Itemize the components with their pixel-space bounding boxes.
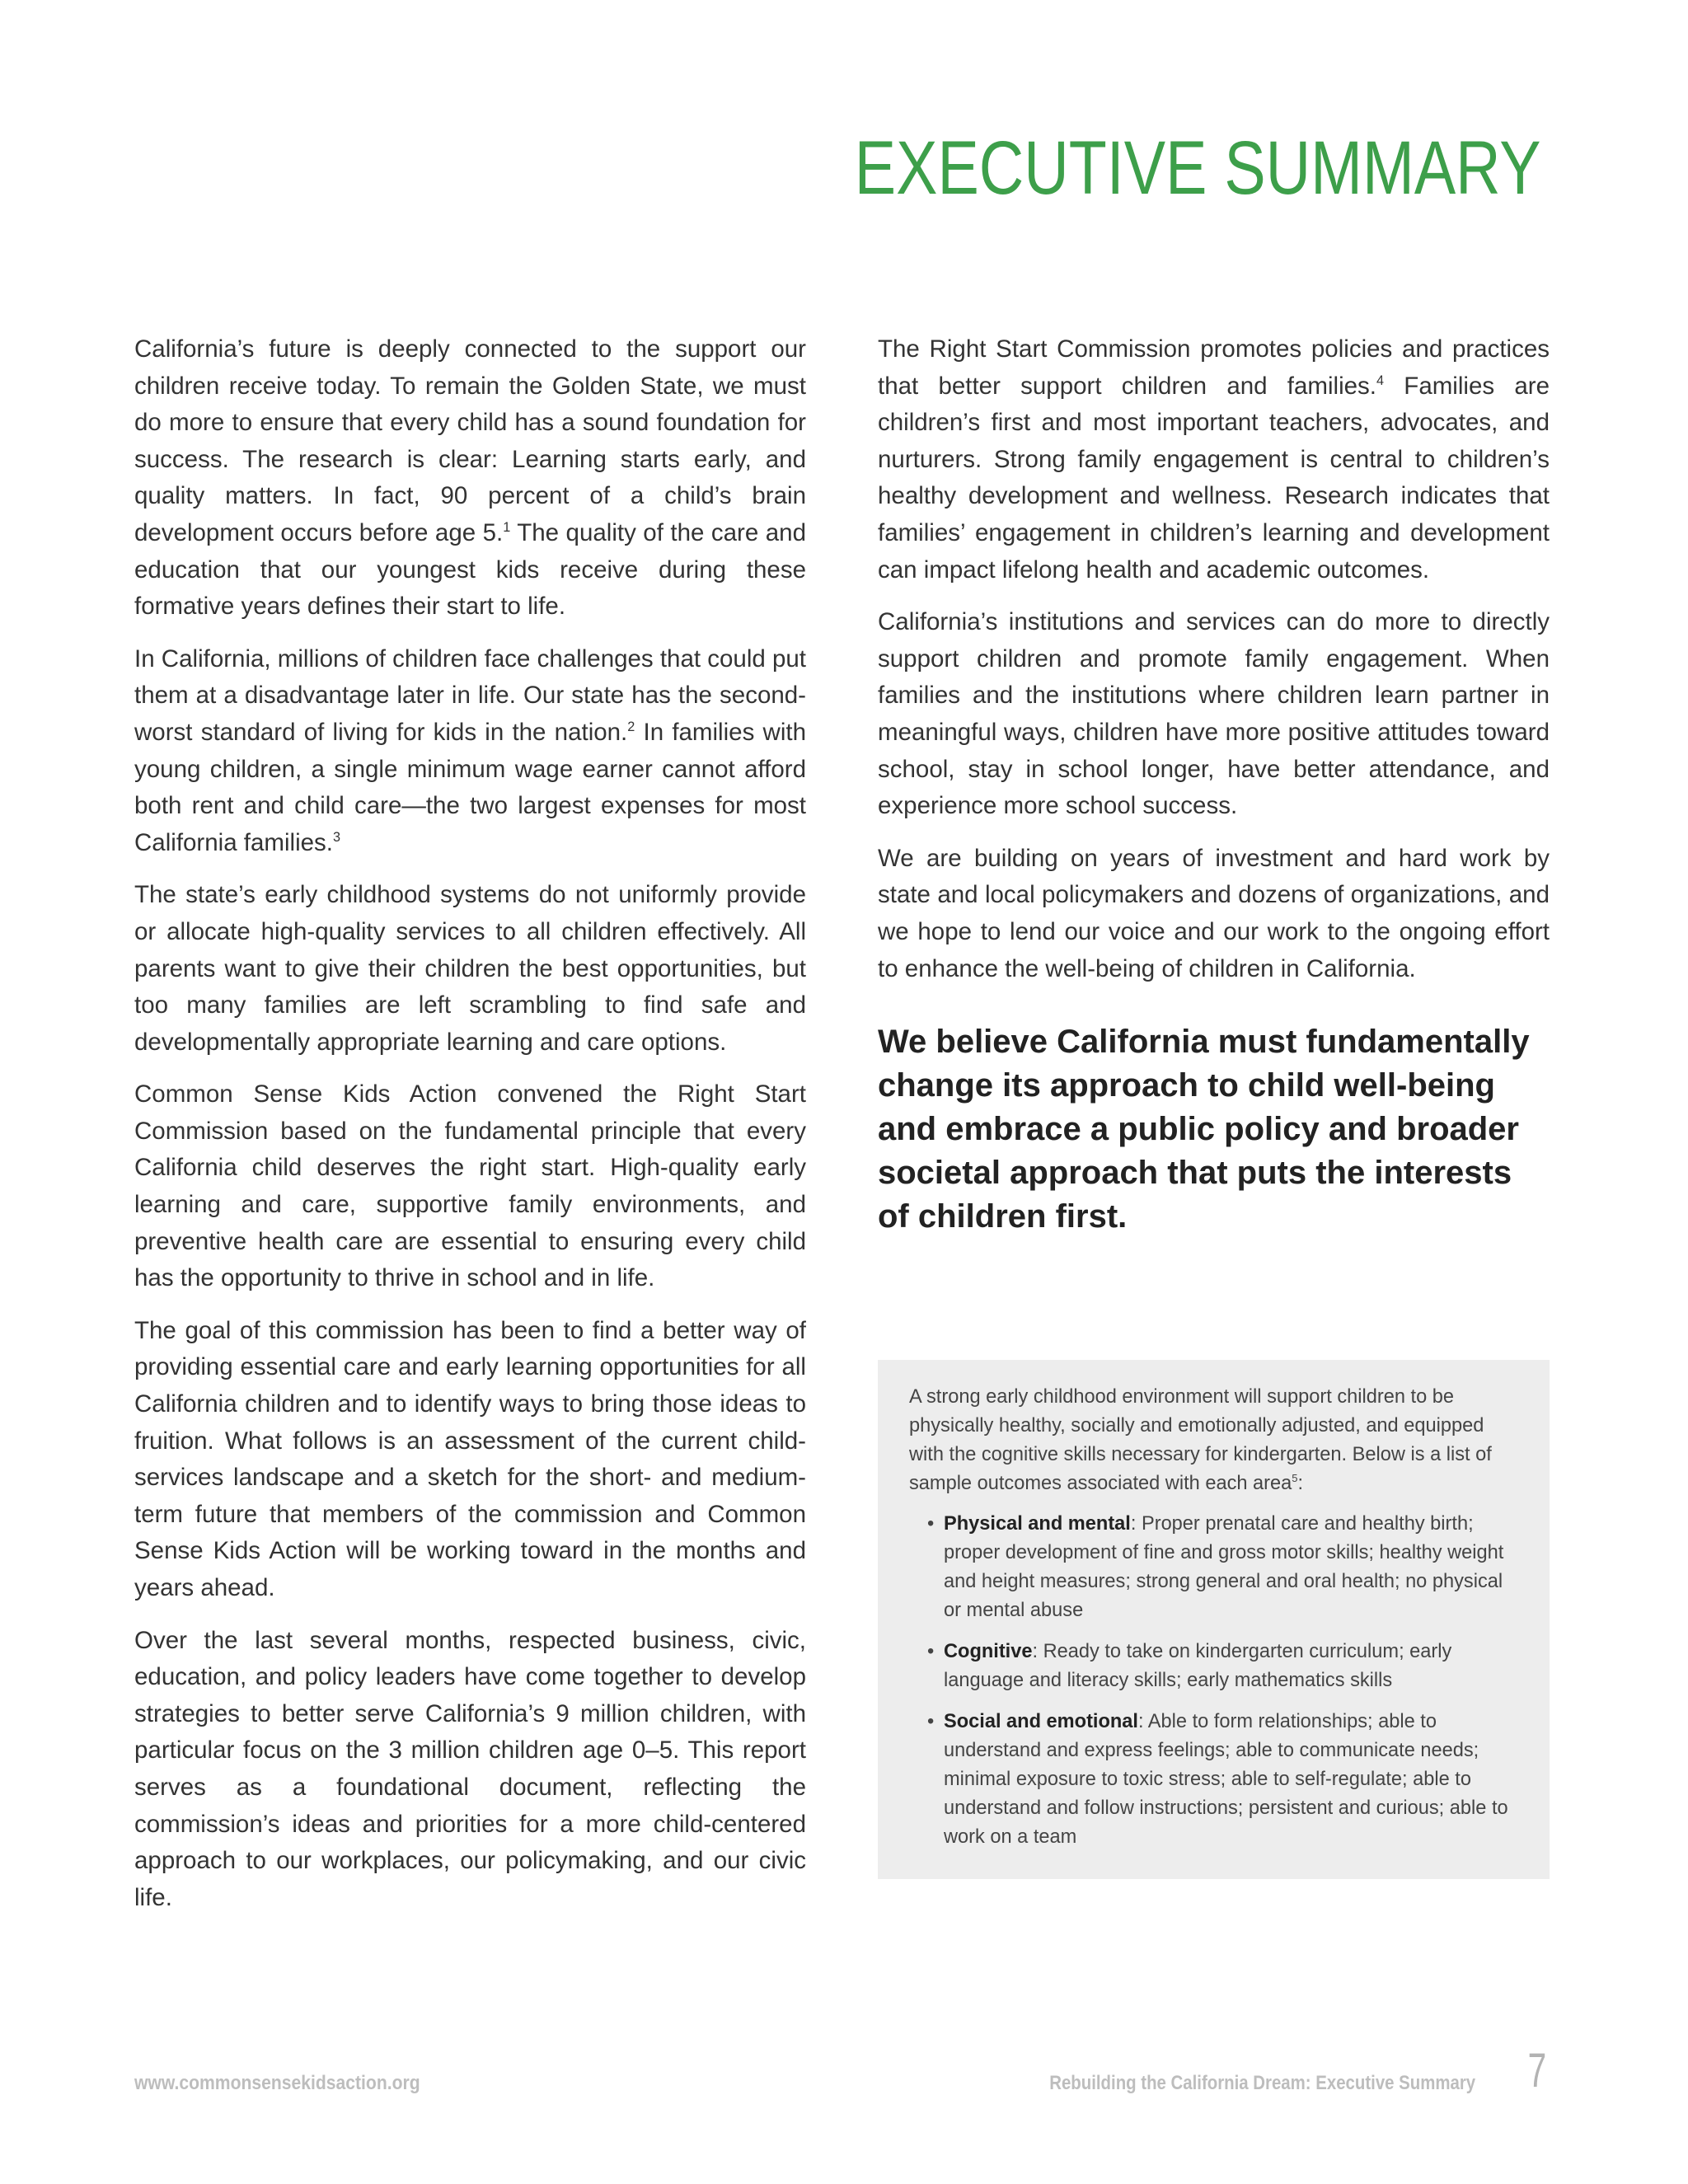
- footer-report-title: Rebuilding the California Dream: Executive Summary: [1049, 2072, 1475, 2094]
- bullet-icon: •: [927, 1641, 935, 1662]
- paragraph: We are building on years of investment and hard work by state and local policymakers and dozens of organizations, and we hope to lend our voice and our work to the ongoing effort to enhance the well-being of children in California.: [878, 844, 1550, 982]
- list-item: • Cognitive: Ready to take on kindergarten curriculum; early language and literacy skills; early mathematics skills: [927, 1638, 1517, 1695]
- outcomes-sidebar-box: [878, 1360, 1550, 1879]
- paragraph: California’s future is deeply connected to the support our children receive today. To remain the Golden State, we must do more to ensure that every child has a sound foundation for success. The research is clear: Learning starts early, and quality matters. In fact, 90 percent of a child’s brain development occurs before age 5.$^1$ The quality of the care and education that our youngest kids receive during these formative years defines their start to life.: [134, 335, 806, 621]
- bullet-icon: •: [927, 1513, 935, 1535]
- footnote-ref[interactable]: 4: [1376, 373, 1385, 388]
- footnote-ref[interactable]: 3: [333, 829, 341, 845]
- page-title: EXECUTIVE SUMMARY: [855, 126, 1541, 210]
- list-item: • Social and emotional: Able to form relationships; able to understand and express feelings; able to communicate needs; minimal exposure to toxic stress; able to self-regulate; able to understand and follow instructions; persistent and curious; able to work on a team: [927, 1708, 1517, 1852]
- right-column: [878, 331, 1550, 1239]
- bullet-icon: •: [927, 1711, 935, 1732]
- footnote-ref[interactable]: 1: [503, 520, 511, 536]
- paragraph: Common Sense Kids Action convened the Right Start Commission based on the fundamental principle that every California child deserves the right start. High-quality early learning and care, supportive family environments, and preventive health care are essential to ensuring every child has the opportunity to thrive in school and in life.: [134, 1080, 806, 1292]
- paragraph: The Right Start Commission promotes policies and practices that better support children and families.$^4$ Families are children’s first and most important teachers, advocates, and nurturers. Strong family engagement is central to children’s healthy development and wellness. Research indicates that families’ engagement in children’s learning and development can impact lifelong health and academic outcomes.: [878, 335, 1550, 583]
- footnote-ref[interactable]: 5: [1292, 1472, 1298, 1485]
- paragraph: The state’s early childhood systems do not uniformly provide or allocate high-quality services to all children effectively. All parents want to give their children the best opportunities, but too many families are left scrambling to find safe and developmentally appropriate learning and care options.: [134, 881, 806, 1056]
- paragraph: In California, millions of children face challenges that could put them at a disadvantage later in life. Our state has the second-worst standard of living for kids in the nation.$^2$ In families with young children, a single minimum wage earner cannot afford both rent and child care—the two largest expenses for most California families.$^3$: [134, 644, 806, 856]
- paragraph: Over the last several months, respected business, civic, education, and policy leaders have come together to develop strategies to better serve California’s 9 million children, with particular focus on the 3 million children age 0–5. This report serves as a foundational document, reflecting the commission’s ideas and priorities for a more child-centered approach to our workplaces, our policymaking, and our civic life.: [134, 1626, 806, 1911]
- footnote-ref[interactable]: 2: [627, 719, 635, 735]
- paragraph: The goal of this commission has been to find a better way of providing essential care and early learning opportunities for all California children and to identify ways to bring those ideas to fruition. What follows is an assessment of the current child-services landscape and a sketch for the short- and medium-term future that members of the commission and Common Sense Kids Action will be working toward in the months and years ahead.: [134, 1316, 806, 1601]
- box-intro: A strong early childhood environment will support children to be physically healthy, socially and emotionally adjusted, and equipped with the cognitive skills necessary for kindergarten. Below is a list of sample outcomes associated with each area$^5$:: [909, 1386, 1492, 1494]
- page-number: 7: [1527, 2044, 1546, 2097]
- paragraph: California’s institutions and services can do more to directly support children and promote family engagement. When families and the institutions where children learn partner in meaningful ways, children have more positive attitudes toward school, stay in school longer, have better attendance, and experience more school success.: [878, 608, 1550, 820]
- outcomes-list: [909, 1510, 1517, 1852]
- pull-quote: We believe California must fundamentally change its approach to child well-being and embrace a public policy and broader societal approach that puts the interests of children first.: [878, 1024, 1530, 1235]
- list-item: • Physical and mental: Proper prenatal care and healthy birth; proper development of fine and gross motor skills; healthy weight and height measures; strong general and oral health; no physical or mental abuse: [927, 1510, 1517, 1625]
- left-column: [134, 331, 806, 1932]
- footer-url[interactable]: www.commonsensekidsaction.org: [134, 2072, 420, 2094]
